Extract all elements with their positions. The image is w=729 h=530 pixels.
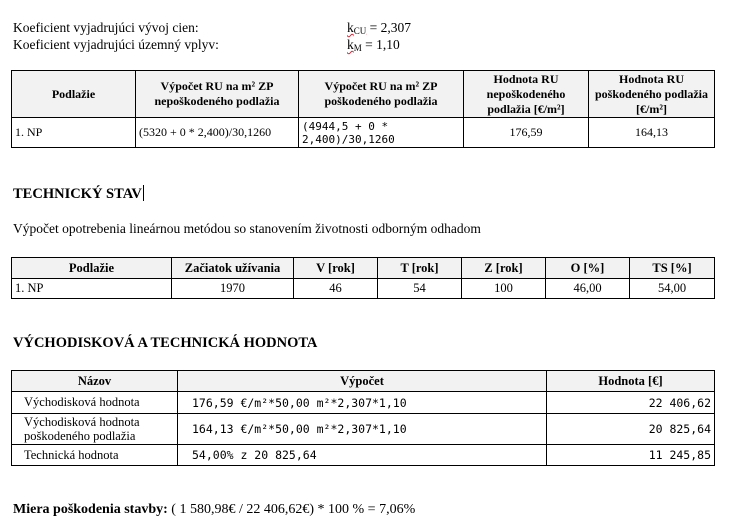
ru-table-header [12,71,715,118]
ru-cell-calc-damaged: (4944,5 + 0 * 2,400)/30,1260 [299,118,464,148]
ts-cell-start: 1970 [172,279,294,299]
km-symbol: kM [347,37,362,53]
ts-cell-t: 54 [378,279,462,299]
ts-cell-v: 46 [294,279,378,299]
ru-header-calc-damaged: Výpočet RU na m² ZP poškodeného podlažia [299,71,464,118]
ts-header-v: V [rok] [294,258,378,279]
ts-header-t: T [rok] [378,258,462,279]
ru-header-calc-undamaged: Výpočet RU na m² ZP nepoškodeného podlažia [136,71,299,118]
technical-state-intro: Výpočet opotrebenia lineárnou metódou so stanovením životnosti odborným odhadom [13,221,481,236]
values-table-header [12,371,715,392]
coefficient-km-label: Koeficient vyjadrujúci územný vplyv: [13,37,219,52]
values-cell-value: 11 245,85 [547,445,715,466]
ts-header-floor: Podlažie [12,258,172,279]
values-heading: VÝCHODISKOVÁ A TECHNICKÁ HODNOTA [13,335,318,351]
values-table [11,370,715,466]
values-cell-value: 20 825,64 [547,414,715,445]
ts-table-header [12,258,715,279]
ts-header-z: Z [rok] [462,258,546,279]
ru-cell-value-undamaged: 176,59 [464,118,589,148]
values-header-calc: Výpočet [178,371,547,392]
table-row [12,414,715,445]
kcu-symbol: kCU [347,20,367,36]
table-row [12,118,715,148]
ru-cell-floor: 1. NP [12,118,136,148]
damage-label: Miera poškodenia stavby: [13,502,168,517]
values-cell-calc: 176,59 €/m²*50,00 m²*2,307*1,10 [178,392,547,414]
damage-formula: ( 1 580,98€ / 22 406,62€) * 100 % = 7,06% [167,502,416,517]
values-header-value: Hodnota [€] [547,371,715,392]
table-row [12,445,715,466]
ru-cell-value-damaged: 164,13 [589,118,715,148]
values-cell-calc: 54,00% z 20 825,64 [178,445,547,466]
technical-state-table [11,257,715,299]
damage-summary [13,502,415,518]
ts-header-start: Začiatok užívania [172,258,294,279]
ru-header-value-damaged: Hodnota RU poškodeného podlažia [€/m²] [589,71,715,118]
ru-table [11,70,715,148]
table-row [12,392,715,414]
values-cell-name: Východisková hodnota [12,392,178,414]
table-row [12,279,715,299]
ts-cell-ts: 54,00 [630,279,715,299]
ru-header-floor: Podlažie [12,71,136,118]
ts-cell-z: 100 [462,279,546,299]
coefficient-km-value: kM = 1,10 [347,37,400,53]
values-cell-value: 22 406,62 [547,392,715,414]
coefficient-kcu-value: kCU = 2,307 [347,20,412,36]
values-cell-name: Technická hodnota [12,445,178,466]
values-cell-name: Východisková hodnota poškodeného podlažia [12,414,178,445]
values-cell-calc: 164,13 €/m²*50,00 m²*2,307*1,10 [178,414,547,445]
ru-cell-calc-undamaged: (5320 + 0 * 2,400)/30,1260 [136,118,299,148]
ts-cell-o: 46,00 [546,279,630,299]
technical-state-heading: TECHNICKÝ STAV [13,186,142,202]
ru-header-value-undamaged: Hodnota RU nepoškodeného podlažia [€/m²] [464,71,589,118]
text-cursor [143,185,144,201]
ts-cell-floor: 1. NP [12,279,172,299]
ts-header-ts: TS [%] [630,258,715,279]
coefficient-kcu-label: Koeficient vyjadrujúci vývoj cien: [13,20,199,35]
ts-header-o: O [%] [546,258,630,279]
values-header-name: Názov [12,371,178,392]
